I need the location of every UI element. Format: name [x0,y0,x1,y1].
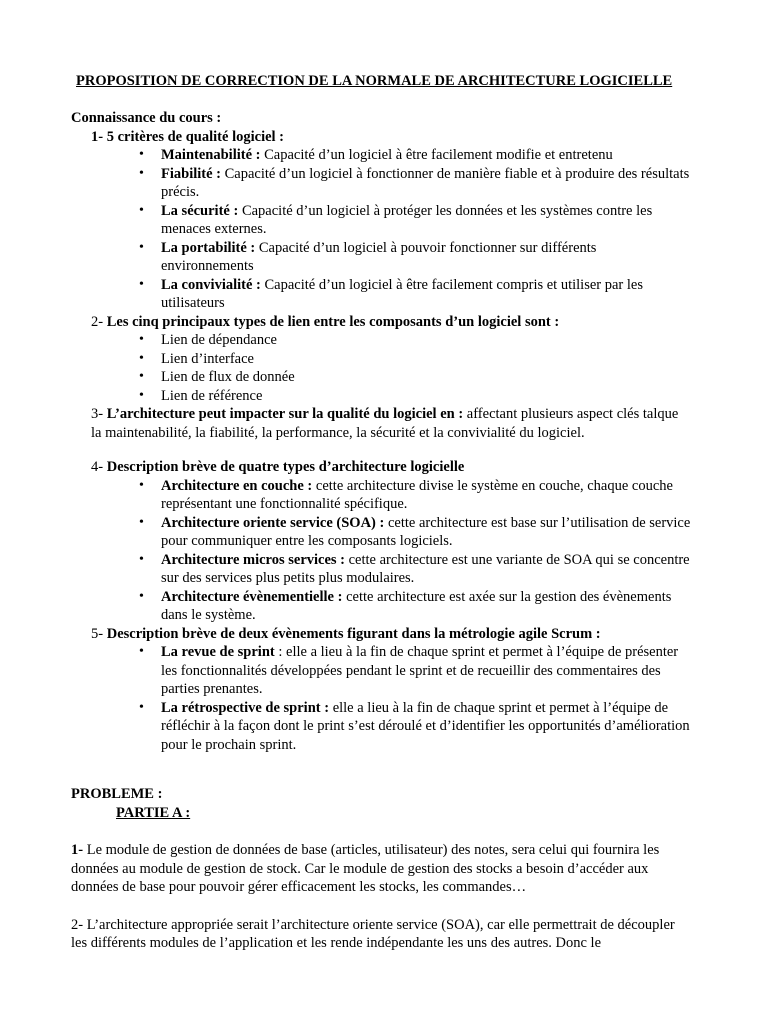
list-item: • La revue de sprint : elle a lieu à la fin de chaque sprint et permet à l’équipe de présenter les fonctionnalités développées pendant le sprint et de recueillir des commentaires des parties prenantes. [161,643,691,699]
q4-q5-section [71,458,691,754]
list-item: • Lien de flux de donnée [161,368,691,387]
list-item: • Architecture micros services : cette architecture est une variante de SOA qui se concentre sur des services plus petits plus modulaires. [161,551,691,588]
q3-paragraph: 3- L’architecture peut impacter sur la qualité du logiciel en : affectant plusieurs aspect clés talque la maintenabilité, la fiabilité, la performance, la sécurité et la convivialité du logiciel. [91,406,679,441]
list-item: • Fiabilité : Capacité d’un logiciel à fonctionner de manière fiable et à produire des résultats précis. [161,165,691,202]
list-item: • Architecture en couche : cette architecture divise le système en couche, chaque couche représentant une fonctionnalité spécifique. [161,477,691,514]
list-item: • La portabilité : Capacité d’un logiciel à pouvoir fonctionner sur différents environnements [161,239,691,276]
q4-heading: 4- Description brève de quatre types d’architecture logicielle [91,459,465,475]
probleme-paragraph-1: 1- Le module de gestion de données de base (articles, utilisateur) des notes, sera celui qui fournira les données au module de gestion de stock. Car le module de gestion des stocks a besoin d’accéder aux données de base pour pouvoir gérer efficacement les stocks, les commandes… [71,842,660,895]
section-heading-cours: Connaissance du cours : [71,110,222,126]
q1-heading: 1- 5 critères de qualité logiciel : [91,128,285,145]
list-item: • Lien de référence [161,387,691,406]
list-item: • Lien d’interface [161,350,691,369]
q5-list [71,643,691,754]
probleme-heading: PROBLEME : [71,786,163,802]
q2-list [71,331,691,405]
list-item: • Maintenabilité : Capacité d’un logiciel à être facilement modifie et entretenu [161,146,691,165]
list-item: • Architecture évènementielle : cette architecture est axée sur la gestion des évènements dans le système. [161,588,691,625]
cours-section [71,109,691,442]
probleme-section [71,785,691,953]
list-item: • La sécurité : Capacité d’un logiciel à protéger les données et les systèmes contre les menaces externes. [161,202,691,239]
q1-list [71,146,691,313]
document-title: PROPOSITION DE CORRECTION DE LA NORMALE DE ARCHITECTURE LOGICIELLE [76,73,673,89]
q5-heading: 5- Description brève de deux évènements figurant dans la métrologie agile Scrum : [91,625,601,642]
list-item: • Architecture oriente service (SOA) : cette architecture est base sur l’utilisation de service pour communiquer entre les composants logiciels. [161,514,691,551]
partie-a-heading: PARTIE A : [116,804,191,821]
q2-heading: 2- Les cinq principaux types de lien entre les composants d’un logiciel sont : [91,313,560,330]
q4-list [71,477,691,625]
probleme-paragraph-2: 2- L’architecture appropriée serait l’architecture oriente service (SOA), car elle permettrait de découpler les différents modules de l’application et les rende indépendante les uns des autres. Donc le [71,916,675,951]
list-item: • La convivialité : Capacité d’un logiciel à être facilement compris et utiliser par les utilisateurs [161,276,691,313]
list-item: • Lien de dépendance [161,331,691,350]
list-item: • La rétrospective de sprint : elle a lieu à la fin de chaque sprint et permet à l’équipe de réfléchir à la façon dont le print s’est déroulé et d’identifier les opportunités d’amélioration pour le prochain sprint. [161,699,691,755]
